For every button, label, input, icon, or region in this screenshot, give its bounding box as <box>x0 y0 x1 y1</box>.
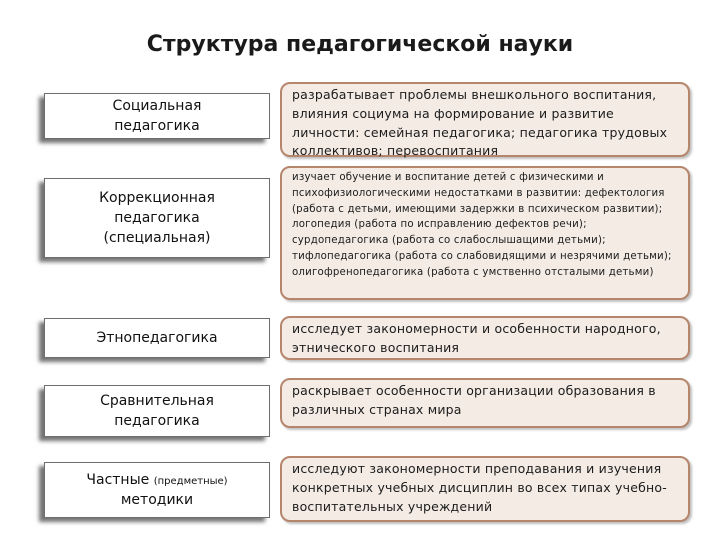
branch-label-line: педагогика <box>114 209 200 226</box>
branch-label-note: (предметные) <box>153 475 228 487</box>
description-box-comparative-pedagogy: раскрывает особенности организации образования в различных странах мира <box>280 378 690 428</box>
description-box-subject-methods: исследуют закономерности преподавания и изучения конкретных учебных дисциплин во всех типах учебно-воспитательных учреждений <box>280 456 690 522</box>
branch-label-line: Сравнительная <box>100 392 214 409</box>
description-box-social-pedagogy: разрабатывает проблемы внешкольного воспитания, влияния социума на формирование и развитие личности: семейная педагогика; педагогика трудовых коллективов; перевоспитания <box>280 82 690 157</box>
branch-label-line: (специальная) <box>103 230 211 247</box>
branch-label-line: Социальная <box>112 97 202 114</box>
branch-box-comparative-pedagogy <box>44 385 270 437</box>
description-box-ethnopedagogy: исследует закономерности и особенности народного, этнического воспитания <box>280 316 690 360</box>
branch-label-word: Частные <box>86 471 150 488</box>
description-box-correctional-pedagogy: изучает обучение и воспитание детей с физическими и психофизиологическими недостатками в развитии: дефектология (работа с детьми, имеющими задержки в психическом развитии); логопедия (работа по исправлению дефектов речи); сурдопедагогика (работа со слабослышащими детьми); тифлопедагогика (работа со слабовидящими и незрячими детьми); олигофренопедагогика (работа с умственно отсталыми детьми) <box>280 166 690 300</box>
page-title: Структура педагогической науки <box>146 32 574 57</box>
branch-box-subject-methods <box>44 462 270 518</box>
branch-box-correctional-pedagogy <box>44 178 270 258</box>
branch-label-line: методики <box>120 492 194 508</box>
branch-box-ethnopedagogy <box>44 318 270 358</box>
branch-box-social-pedagogy <box>44 93 270 139</box>
branch-label-line: Коррекционная <box>99 189 215 206</box>
branch-label-line: педагогика <box>114 118 200 134</box>
branch-label-row <box>86 470 227 490</box>
branch-label-line: Этнопедагогика <box>96 329 218 346</box>
branch-label-line: педагогика <box>114 413 200 429</box>
